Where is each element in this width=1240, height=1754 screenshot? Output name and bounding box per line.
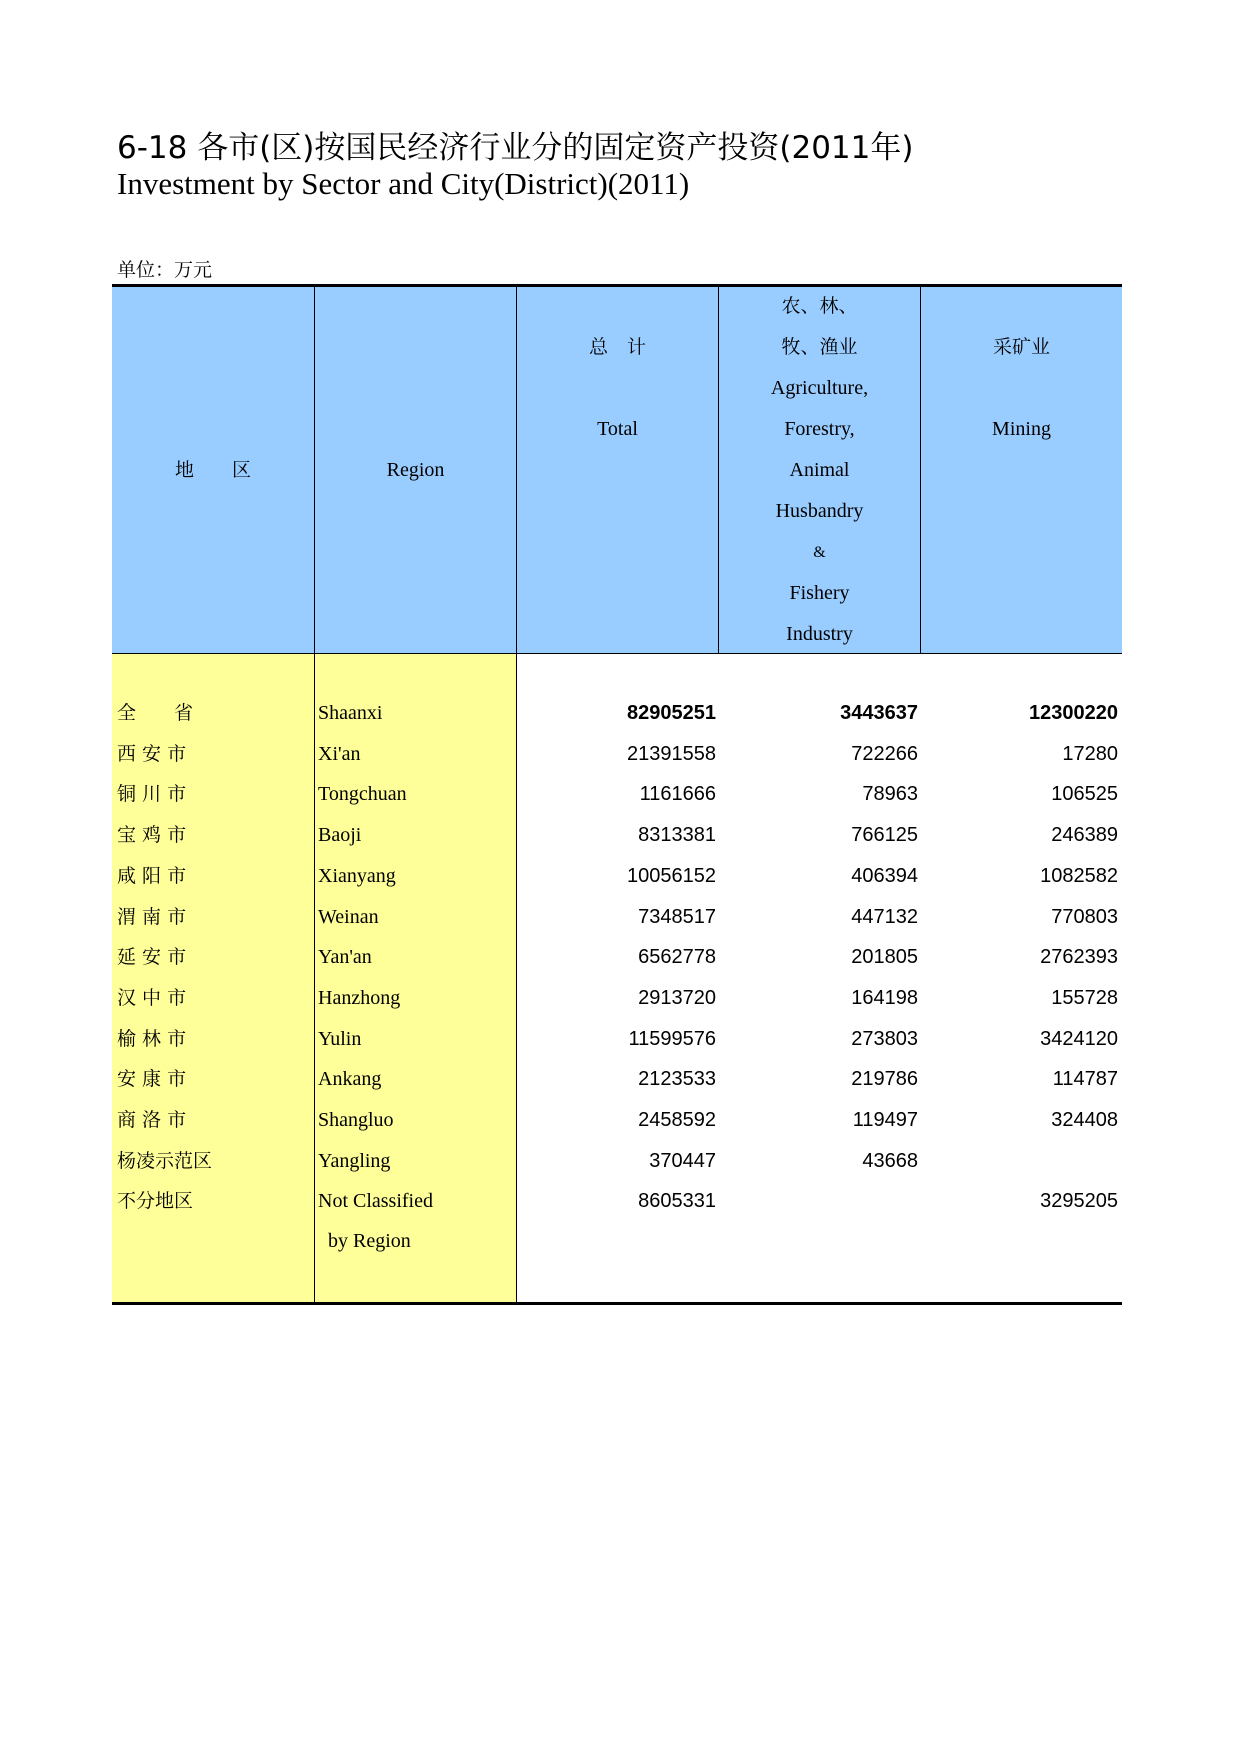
header-agriculture bbox=[719, 286, 920, 655]
header-agri-line: Forestry, bbox=[784, 418, 855, 440]
region-cn: 不分地区 bbox=[117, 1190, 194, 1212]
table-row bbox=[112, 1141, 1122, 1181]
total-value: 8313381 bbox=[638, 824, 716, 846]
total-value: 2458592 bbox=[638, 1109, 716, 1131]
mining-value: 246389 bbox=[1051, 824, 1118, 846]
header-agri-line: 牧、渔业 bbox=[781, 336, 858, 358]
region-cn: 全 省 bbox=[117, 702, 194, 724]
total-value: 6562778 bbox=[638, 946, 716, 968]
region-cn: 咸 阳 市 bbox=[117, 865, 187, 887]
region-en: Shangluo bbox=[318, 1109, 394, 1131]
mining-value: 2762393 bbox=[1040, 946, 1118, 968]
agriculture-value: 201805 bbox=[851, 946, 918, 968]
table-row bbox=[112, 937, 1122, 977]
region-en-continuation: by Region bbox=[328, 1230, 411, 1252]
agriculture-value: 406394 bbox=[851, 865, 918, 887]
header-total-cn: 总 计 bbox=[588, 336, 646, 358]
total-value: 2123533 bbox=[638, 1068, 716, 1090]
region-cn: 杨凌示范区 bbox=[117, 1150, 213, 1172]
table-row bbox=[112, 1019, 1122, 1059]
table-row bbox=[112, 815, 1122, 855]
agriculture-value: 164198 bbox=[851, 987, 918, 1009]
agriculture-value: 119497 bbox=[852, 1109, 918, 1131]
header-region-en: Region bbox=[386, 459, 445, 481]
table-row bbox=[112, 897, 1122, 937]
region-en: Shaanxi bbox=[318, 702, 383, 724]
agriculture-value: 273803 bbox=[851, 1028, 918, 1050]
region-en: Not Classified bbox=[318, 1190, 433, 1212]
region-en: Yan'an bbox=[318, 946, 372, 968]
region-cn: 商 洛 市 bbox=[117, 1109, 187, 1131]
agriculture-value: 43668 bbox=[862, 1150, 918, 1172]
total-value: 10056152 bbox=[627, 865, 716, 887]
region-en: Yangling bbox=[318, 1150, 391, 1172]
region-en: Tongchuan bbox=[318, 783, 407, 805]
bottom-rule bbox=[112, 1302, 1122, 1305]
region-en: Yulin bbox=[318, 1028, 362, 1050]
region-en: Hanzhong bbox=[318, 987, 401, 1009]
region-cn: 汉 中 市 bbox=[117, 987, 187, 1009]
header-mining-cn: 采矿业 bbox=[992, 336, 1050, 358]
table-row bbox=[112, 693, 1122, 733]
table-row bbox=[112, 1059, 1122, 1099]
region-cn: 延 安 市 bbox=[117, 946, 187, 968]
region-en: Ankang bbox=[318, 1068, 382, 1090]
total-value: 1161666 bbox=[639, 783, 716, 805]
header-rule bbox=[112, 653, 1122, 654]
mining-value: 1082582 bbox=[1040, 865, 1118, 887]
table-row bbox=[112, 856, 1122, 896]
header-agri-line: 农、林、 bbox=[781, 295, 858, 317]
total-value: 370447 bbox=[649, 1150, 716, 1172]
header-agri-line: Animal bbox=[789, 459, 850, 481]
mining-value: 12300220 bbox=[1029, 702, 1118, 724]
header-region-cn: 地 区 bbox=[174, 459, 251, 481]
mining-value: 3424120 bbox=[1040, 1028, 1118, 1050]
region-cn: 西 安 市 bbox=[117, 743, 187, 765]
agriculture-value: 78963 bbox=[862, 783, 918, 805]
agriculture-value: 447132 bbox=[851, 906, 918, 928]
table-row bbox=[112, 1100, 1122, 1140]
table-row bbox=[112, 978, 1122, 1018]
total-value: 11599576 bbox=[628, 1028, 716, 1050]
page-subtitle: Investment by Sector and City(District)(2011) bbox=[117, 166, 690, 201]
mining-value: 324408 bbox=[1051, 1109, 1118, 1131]
table-row bbox=[112, 774, 1122, 814]
region-cn: 宝 鸡 市 bbox=[117, 824, 187, 846]
header-agri-line: Industry bbox=[786, 623, 853, 645]
header-agri-line: Husbandry bbox=[775, 500, 864, 522]
agriculture-value: 219786 bbox=[851, 1068, 918, 1090]
region-cn: 安 康 市 bbox=[117, 1068, 187, 1090]
header-total-en: Total bbox=[597, 418, 638, 440]
mining-value: 114787 bbox=[1052, 1068, 1118, 1090]
total-value: 21391558 bbox=[627, 743, 716, 765]
region-en: Xianyang bbox=[318, 865, 396, 887]
region-cn: 铜 川 市 bbox=[117, 783, 187, 805]
page-title: 6-18 各市(区)按国民经济行业分的固定资产投资(2011年) bbox=[117, 130, 914, 166]
mining-value: 17280 bbox=[1062, 743, 1118, 765]
agriculture-value: 766125 bbox=[851, 824, 918, 846]
total-value: 82905251 bbox=[627, 702, 716, 724]
header-mining-en: Mining bbox=[992, 418, 1051, 440]
region-cn: 榆 林 市 bbox=[117, 1028, 187, 1050]
region-en: Baoji bbox=[318, 824, 362, 846]
top-rule bbox=[112, 284, 1122, 287]
region-en: Weinan bbox=[318, 906, 379, 928]
agriculture-value: 722266 bbox=[851, 743, 918, 765]
unit-label: 单位：万元 bbox=[117, 259, 213, 281]
total-value: 8605331 bbox=[638, 1190, 716, 1212]
region-cn: 渭 南 市 bbox=[117, 906, 187, 928]
agriculture-value: 3443637 bbox=[840, 702, 918, 724]
table-row bbox=[112, 1181, 1122, 1221]
header-agri-line: Agriculture, bbox=[770, 377, 869, 399]
region-en: Xi'an bbox=[318, 743, 361, 765]
footnote-row bbox=[112, 1221, 1122, 1261]
mining-value: 770803 bbox=[1051, 906, 1118, 928]
table-row bbox=[112, 734, 1122, 774]
header-agri-line: Fishery bbox=[789, 582, 850, 604]
total-value: 2913720 bbox=[638, 987, 716, 1009]
mining-value: 106525 bbox=[1051, 783, 1118, 805]
total-value: 7348517 bbox=[638, 906, 716, 928]
mining-value: 155728 bbox=[1051, 987, 1118, 1009]
header-agri-line: & bbox=[813, 544, 826, 561]
mining-value: 3295205 bbox=[1040, 1190, 1118, 1212]
